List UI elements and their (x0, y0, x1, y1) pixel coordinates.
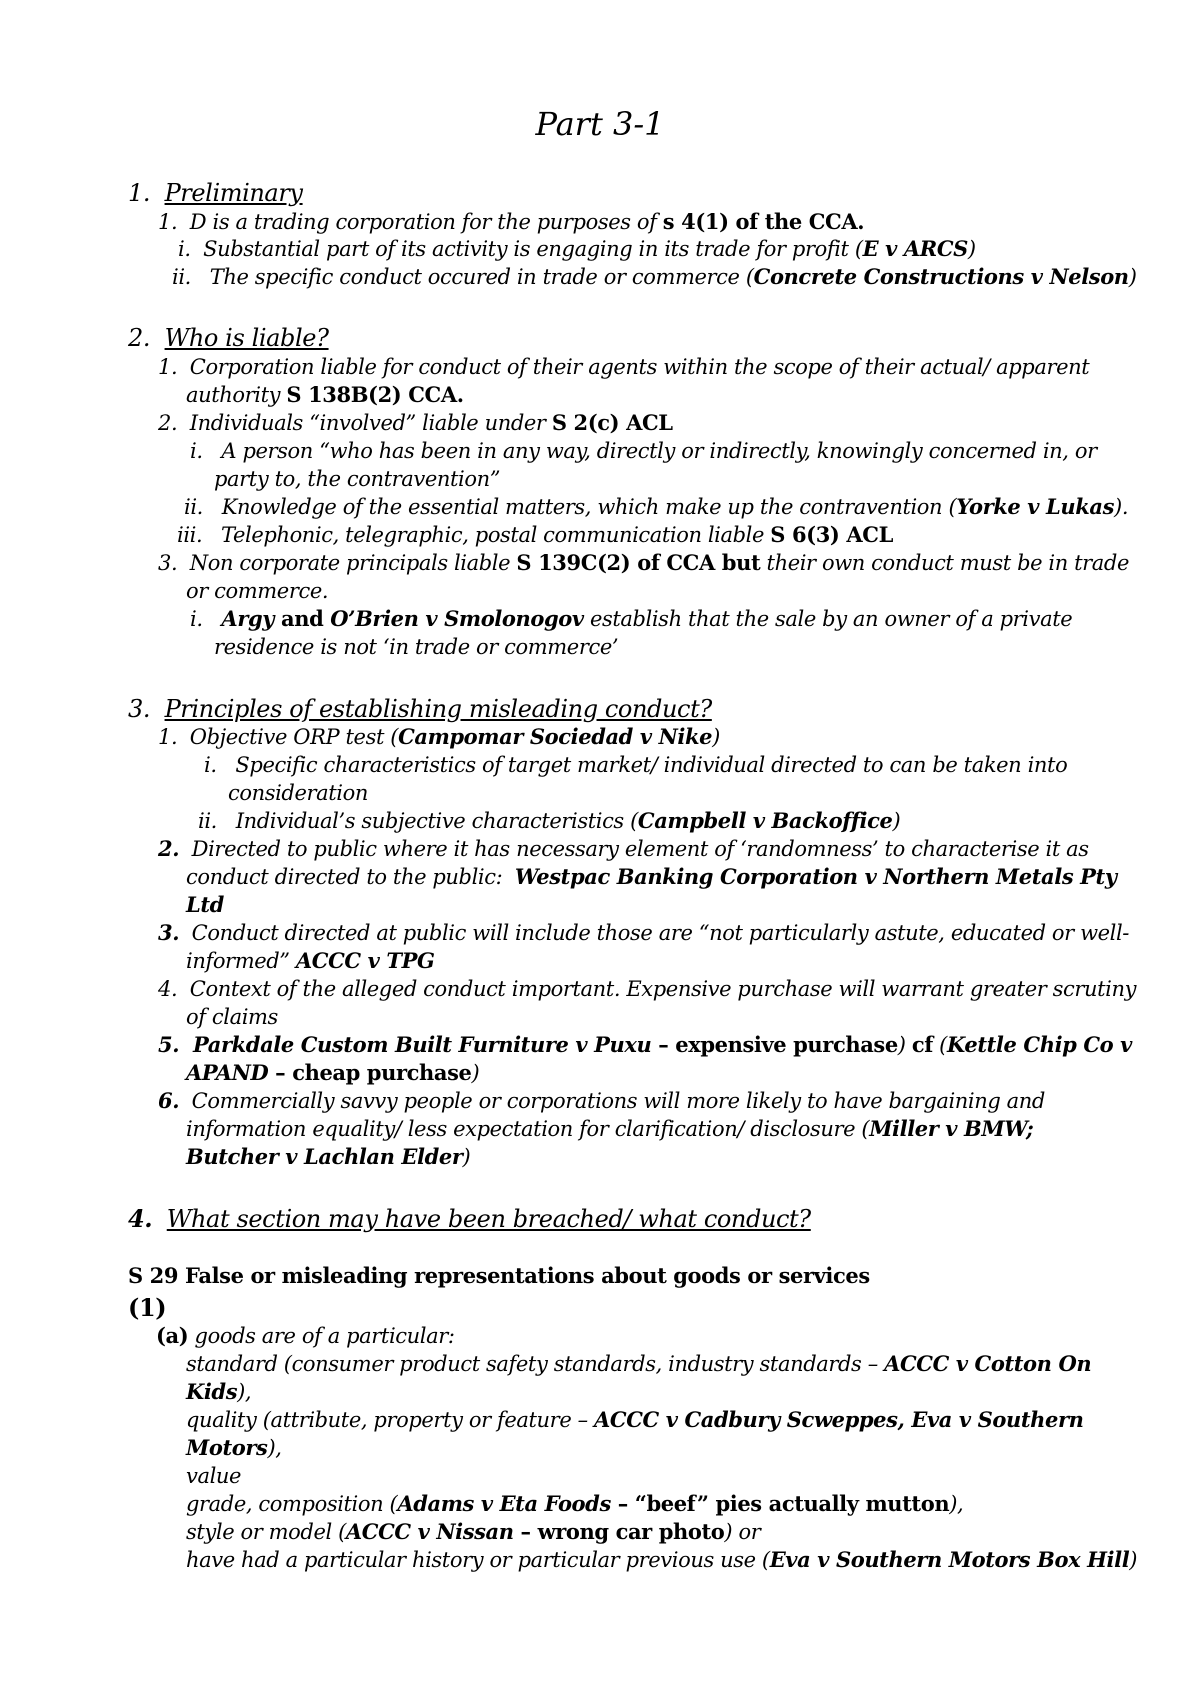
text-line (186, 1059, 479, 1087)
bold-text: Argy (221, 606, 275, 631)
bold-text: Westpac Banking Corporation v Northern Metals Pty (514, 864, 1117, 889)
text-segment: Principles of establishing misleading conduct? (164, 695, 712, 723)
bold-text: S 138B(2) CCA. (286, 382, 464, 407)
text-line (186, 1115, 1033, 1143)
text-line (186, 1378, 251, 1406)
text-segment: have had a particular history or particular previous use ( (186, 1548, 770, 1572)
text-segment: Who is liable? (164, 324, 329, 352)
page-title: Part 3-1 (535, 105, 665, 143)
text-line (184, 493, 1128, 521)
text-line (158, 723, 720, 751)
text-segment: ) (967, 237, 976, 261)
text-segment: ) (897, 1033, 912, 1057)
text-segment: establish that the sale by an owner of a private (583, 607, 1073, 631)
text-line (186, 1406, 1084, 1434)
text-segment: 3. Non corporate principals liable (158, 551, 517, 575)
text-line (128, 1262, 870, 1290)
text-line (228, 779, 368, 807)
bold-text: ACCC v TPG (295, 948, 435, 973)
text-segment: ii. Knowledge of the essential matters, which make up the contravention ( (184, 495, 957, 519)
text-segment: their own conduct must be in trade (760, 551, 1129, 575)
text-segment: 3. (128, 695, 165, 723)
text-segment: ) (712, 725, 720, 749)
text-segment: i. Substantial part of its activity is engaging in its trade for profit ( (178, 237, 863, 261)
bold-text: S 139C(2) of CCA but (516, 550, 761, 575)
text-segment: 1. D is a trading corporation for the purposes of (158, 210, 663, 234)
text-segment (152, 1205, 166, 1233)
bold-text: s 4(1) of the CCA. (662, 209, 865, 234)
text-segment: ) (892, 809, 901, 833)
text-line (186, 891, 224, 919)
bold-text: S 2(c) ACL (551, 410, 673, 435)
text-segment: ( (932, 1033, 947, 1057)
text-line (158, 549, 1129, 577)
text-segment: or commerce. (186, 579, 329, 603)
text-segment: ). (1114, 495, 1129, 519)
text-line (186, 1434, 282, 1462)
bold-text: 5. Parkdale Custom Built Furniture v Puxu (158, 1032, 652, 1057)
text-segment: style or model ( (186, 1520, 346, 1544)
section-heading (128, 1292, 166, 1324)
bold-text: ACCC v Cadbury Scweppes, Eva v Southern (594, 1407, 1084, 1432)
text-segment: 1. Objective ORP test ( (158, 725, 399, 749)
text-segment: Commercially savvy people or corporations will more likely to have bargaining and (179, 1089, 1045, 1113)
text-line (186, 1143, 470, 1171)
text-segment: consideration (228, 781, 368, 805)
text-line (186, 1546, 1137, 1574)
bold-text: ACCC v Cotton On (884, 1351, 1092, 1376)
text-segment: party to, the contravention” (214, 467, 501, 491)
text-line (177, 521, 893, 549)
bold-text: – expensive purchase (651, 1032, 898, 1057)
bold-text: Campbell v Backoffice (637, 808, 893, 833)
text-segment: Preliminary (164, 179, 303, 207)
text-segment: goods are of a particular: (188, 1324, 455, 1348)
text-line (186, 947, 435, 975)
bold-text: and (274, 606, 331, 631)
bold-text: – “beef” pies actually mutton (610, 1491, 950, 1516)
bold-text: cf (911, 1032, 933, 1057)
text-line (158, 208, 864, 236)
text-segment: ) (462, 1145, 471, 1169)
text-segment: 1. Corporation liable for conduct of their agents within the scope of their actual/ apparent (158, 355, 1090, 379)
bold-text: Ltd (186, 892, 224, 917)
section-heading (128, 1203, 811, 1235)
bold-text: (a) (156, 1323, 189, 1348)
text-segment: Conduct directed at public will include those are “not particularly astute, educated or well- (179, 921, 1129, 945)
text-line (198, 807, 900, 835)
text-line (190, 605, 1072, 633)
bold-text: 2. (158, 836, 180, 861)
text-segment: iii. Telephonic, telegraphic, postal communication liable (177, 523, 771, 547)
text-segment: of claims (186, 1005, 278, 1029)
text-segment: ) (1129, 1548, 1138, 1572)
text-segment: What section may have been breached/ what conduct? (166, 1205, 811, 1233)
bold-text: S 29 False or misleading representations about goods or services (128, 1263, 870, 1288)
bold-text: Adams v Eta Foods (397, 1491, 611, 1516)
text-segment: residence is not ‘in trade or commerce’ (214, 635, 619, 659)
text-line (186, 1350, 1091, 1378)
text-line (186, 381, 464, 409)
bold-text: Miller v BMW; (869, 1116, 1034, 1141)
text-line (158, 409, 673, 437)
text-line (156, 1322, 455, 1350)
bold-text: Yorke v Lukas (956, 494, 1115, 519)
section-heading (128, 693, 712, 725)
text-segment: quality (attribute, property or feature – (186, 1408, 594, 1432)
text-segment: authority (186, 383, 287, 407)
section-heading (128, 177, 303, 209)
text-line (186, 577, 328, 605)
bold-text: (1) (128, 1293, 167, 1322)
text-segment: informed” (186, 949, 296, 973)
text-segment: i. (190, 607, 222, 631)
text-line (186, 863, 1117, 891)
text-line (158, 835, 1089, 863)
bold-text: Concrete Constructions v Nelson (753, 264, 1129, 289)
bold-text: Kids (186, 1379, 238, 1404)
text-segment: information equality/ less expectation for clarification/ disclosure ( (186, 1117, 870, 1141)
text-segment: 1. (128, 179, 165, 207)
text-segment: 2. (128, 324, 165, 352)
section-heading (128, 322, 329, 354)
text-line (186, 1462, 241, 1490)
bold-text: Butcher v Lachlan Elder (186, 1144, 463, 1169)
text-line (158, 1087, 1045, 1115)
bold-text: E v ARCS (862, 236, 968, 261)
bold-text: 3. (158, 920, 180, 945)
text-line (204, 751, 1067, 779)
text-segment: ), (267, 1436, 282, 1460)
text-line (214, 633, 618, 661)
text-line (158, 353, 1089, 381)
text-segment: ) (1128, 265, 1137, 289)
text-segment: conduct directed to the public: (186, 865, 515, 889)
bold-text: Motors (186, 1435, 268, 1460)
text-segment: ii. The specific conduct occured in trade or commerce ( (172, 265, 754, 289)
bold-text: 4. (128, 1204, 153, 1233)
bold-text: ACCC v Nissan (345, 1519, 514, 1544)
text-line (214, 465, 500, 493)
text-segment: value (186, 1464, 242, 1488)
text-segment: ), (949, 1492, 964, 1516)
text-segment: ) or (724, 1520, 761, 1544)
text-line (190, 437, 1097, 465)
bold-text: Campomar Sociedad v Nike (398, 724, 713, 749)
bold-text: Kettle Chip Co v (946, 1032, 1132, 1057)
bold-text: APAND (186, 1060, 269, 1085)
text-line (158, 919, 1129, 947)
bold-text: S 6(3) ACL (770, 522, 893, 547)
text-segment: standard (consumer product safety standards, industry standards – (186, 1352, 885, 1376)
text-segment: 2. Individuals “involved” liable under (158, 411, 552, 435)
bold-text: – cheap purchase (268, 1060, 472, 1085)
text-line (186, 1003, 278, 1031)
text-segment: ii. Individual’s subjective characteristics ( (198, 809, 638, 833)
bold-text: O’Brien v Smolonogov (330, 606, 584, 631)
bold-text: – wrong car photo (513, 1519, 725, 1544)
text-segment: Directed to public where it has necessary element of ‘randomness’ to characterise it as (179, 837, 1089, 861)
text-segment: ) (471, 1061, 480, 1085)
text-segment: grade, composition ( (186, 1492, 398, 1516)
text-line (186, 1490, 963, 1518)
text-segment: i. Specific characteristics of target market/ individual directed to can be taken into (204, 753, 1068, 777)
text-line (158, 975, 1136, 1003)
text-line (158, 1031, 1132, 1059)
text-segment: 4. Context of the alleged conduct important. Expensive purchase will warrant greater scrutiny (158, 977, 1137, 1001)
text-segment: ), (237, 1380, 252, 1404)
bold-text: Eva v Southern Motors Box Hill (769, 1547, 1130, 1572)
text-line (178, 235, 976, 263)
text-line (172, 263, 1136, 291)
text-line (186, 1518, 760, 1546)
bold-text: 6. (158, 1088, 180, 1113)
text-segment: i. A person “who has been in any way, directly or indirectly, knowingly concerned in, or (190, 439, 1097, 463)
